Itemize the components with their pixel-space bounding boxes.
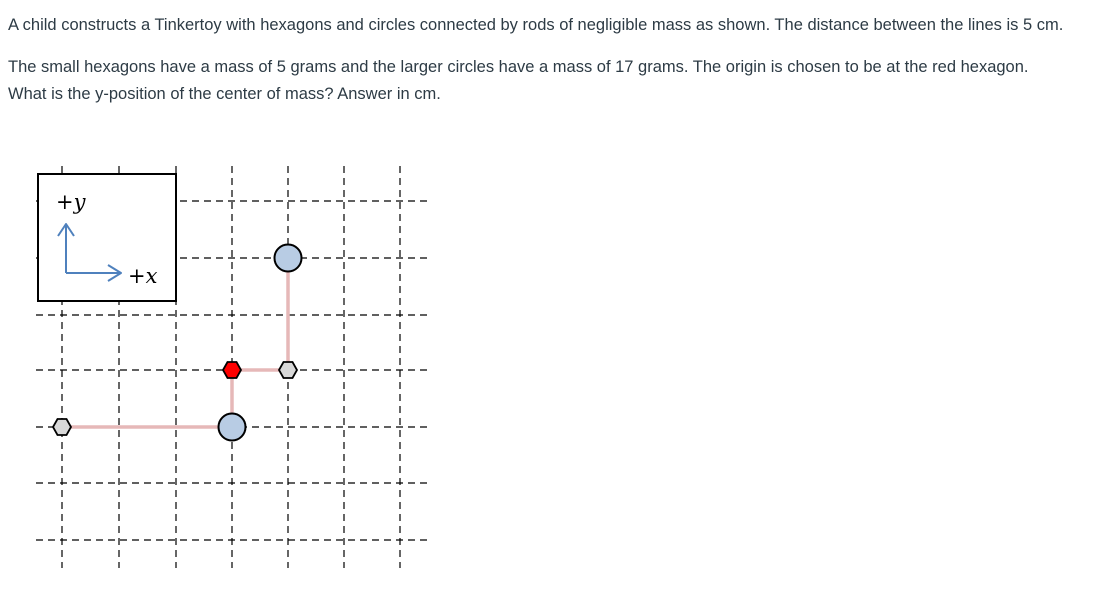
question-paragraph-1: A child constructs a Tinkertoy with hexagons and circles connected by rods of negligible mass as shown. The distance between the lines is 5 cm. <box>8 16 1064 34</box>
axis-legend <box>38 174 176 301</box>
circle-mass-upper <box>275 245 302 272</box>
tinkertoy-figure <box>0 160 450 580</box>
question-text <box>8 12 1100 123</box>
x-axis-label: +x <box>128 264 158 288</box>
circle-mass-lower <box>219 414 246 441</box>
question-paragraph-2-line-1: The small hexagons have a mass of 5 grams and the larger circles have a mass of 17 grams. The origin is chosen to be at the red hexagon. <box>8 58 1029 76</box>
origin-hexagon-red <box>223 362 241 378</box>
question-paragraph-2 <box>8 54 1100 108</box>
y-axis-label: +y <box>56 190 86 214</box>
question-paragraph-2-line-2: What is the y-position of the center of mass? Answer in cm. <box>8 85 441 103</box>
hexagon-mass-left <box>53 419 71 435</box>
hexagon-mass-right <box>279 362 297 378</box>
